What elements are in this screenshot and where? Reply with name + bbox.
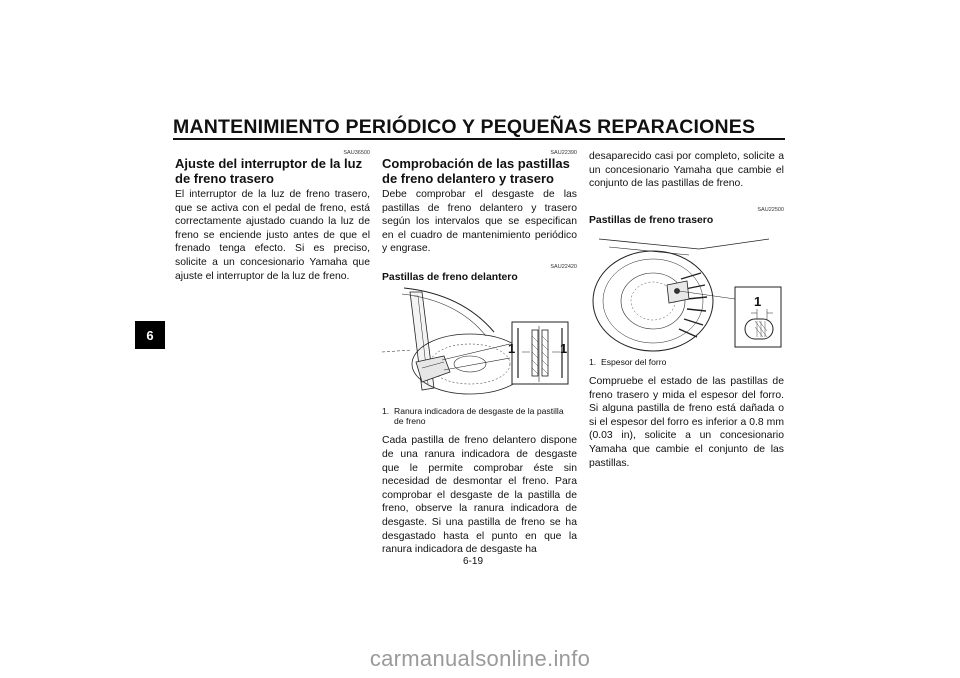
- page-title: MANTENIMIENTO PERIÓDICO Y PEQUEÑAS REPARACIONES: [173, 116, 756, 138]
- callout-1: 1: [754, 293, 762, 309]
- column-2: [382, 150, 577, 557]
- page-number: 6-19: [463, 556, 484, 567]
- section-code: SAU22390: [550, 150, 577, 156]
- figure-caption-rear: [589, 357, 784, 367]
- subsection-heading-front-pads: Pastillas de freno delantero: [382, 271, 518, 283]
- front-brake-illustration: [382, 286, 577, 404]
- chapter-tab: 6: [135, 321, 165, 349]
- paragraph-front-pads: Cada pastilla de freno delantero dispone de una ranura indicadora de desgaste que le permite comprobar éste sin necesidad de desmontar el freno. Para comprobar el desgaste de la pastilla de freno, observe la ranura indicadora de desgaste. Si una pastilla de freno se ha desgastado hasta el punto en que la ranura indicadora de desgaste ha: [382, 435, 577, 556]
- callout-1-left: 1: [508, 340, 516, 356]
- header-rule: [173, 138, 785, 140]
- subsection-code: SAU22420: [550, 263, 577, 270]
- paragraph-brake-light-switch: El interruptor de la luz de freno trasero, que se activa con el pedal de freno, está correctamente ajustado cuando la luz de freno se enciende justo antes de que el frenado tenga efecto. Si es preciso, solicite a un concesionario Yamaha que ajuste el interruptor de la luz de freno.: [175, 189, 370, 282]
- caption-text: Espesor del forro: [601, 356, 667, 367]
- paragraph-brake-pads-intro: Debe comprobar el desgaste de las pastillas de freno delantero y trasero según los intervalos que se especifican en el cuadro de mantenimiento periódico y engrase.: [382, 189, 577, 255]
- callout-1-right: 1: [560, 340, 568, 356]
- section-code: SAU36500: [343, 150, 370, 156]
- subsection-code: SAU22500: [757, 206, 784, 213]
- figure-caption-front: [382, 406, 577, 426]
- paragraph-rear-pads: Compruebe el estado de las pastillas de freno trasero y mida el espesor del forro. Si alguna pastilla de freno está dañada o si el espesor del forro es inferior a 0.8 mm (0.03 in), solicite a un concesionario Yamaha que cambie el conjunto de las pastillas.: [589, 375, 784, 469]
- caption-number: 1.: [589, 356, 597, 367]
- caption-number: 1.: [382, 405, 390, 416]
- column-1: [175, 150, 370, 283]
- rear-brake-illustration: [589, 229, 784, 355]
- paragraph-continued: desaparecido casi por completo, solicite a un concesionario Yamaha que cambie el conjunto de las pastillas de freno.: [589, 151, 784, 190]
- subsection-heading-rear-pads: Pastillas de freno trasero: [589, 214, 714, 226]
- watermark: carmanualsonline.info: [369, 646, 591, 671]
- caption-text: Ranura indicadora de desgaste de la pastilla de freno: [394, 405, 564, 427]
- column-3: [589, 150, 784, 470]
- section-heading-brake-pads: Comprobación de las pastillas de freno delantero y trasero: [382, 156, 570, 186]
- section-heading-brake-light-switch: Ajuste del interruptor de la luz de freno trasero: [175, 156, 363, 186]
